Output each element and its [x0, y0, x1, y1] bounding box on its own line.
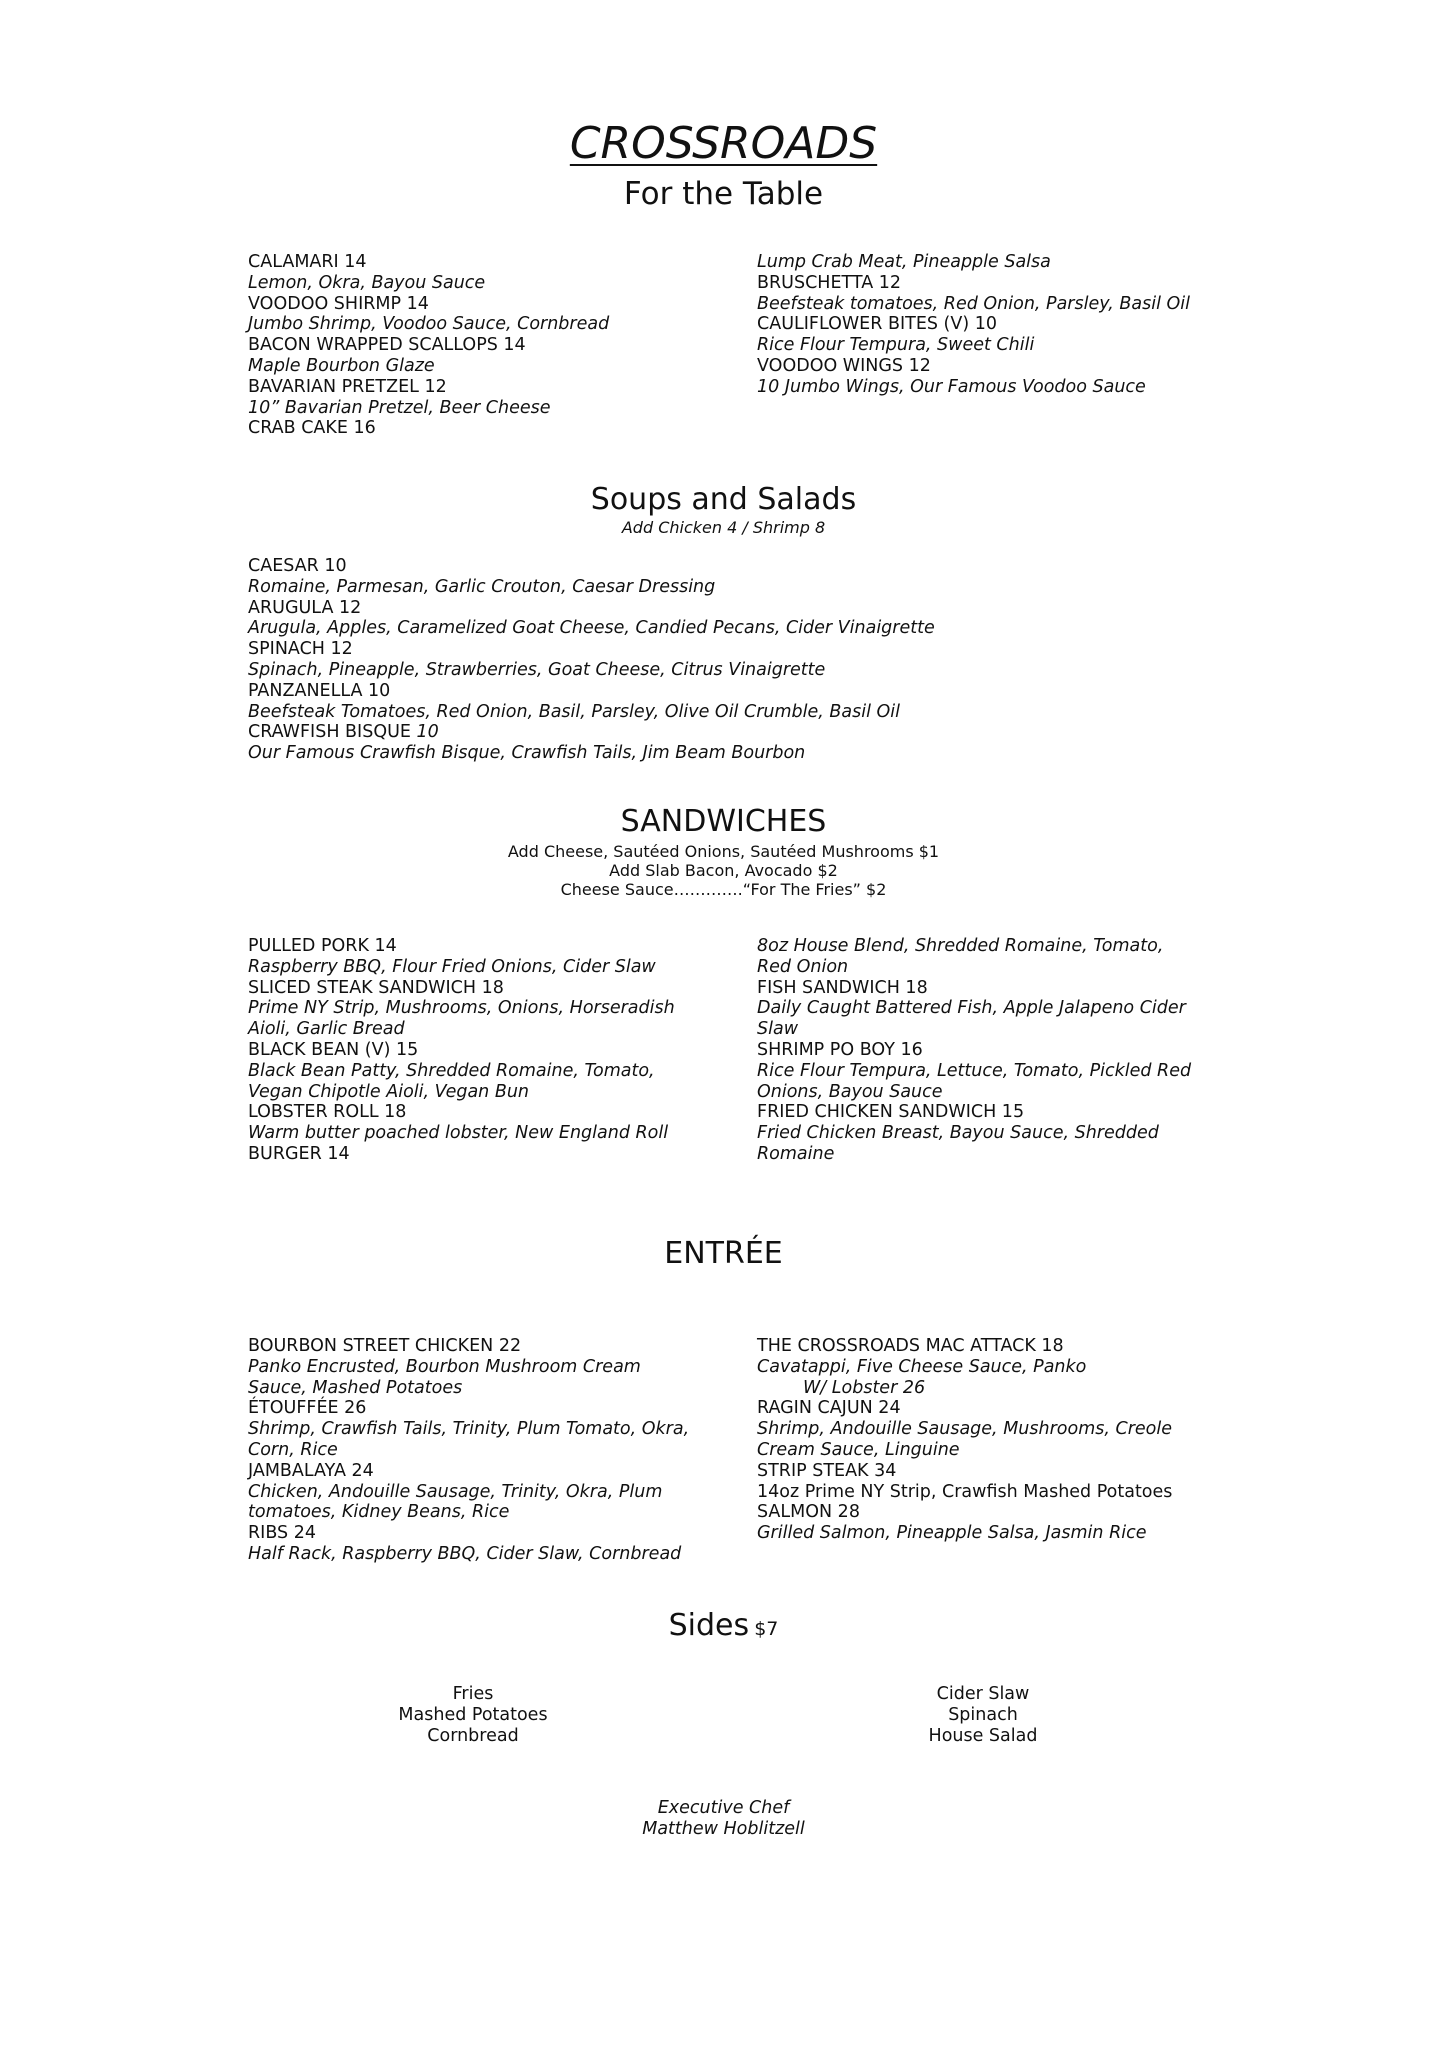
soups-section-title: Soups and Salads — [590, 482, 857, 517]
sides-left-column — [273, 1684, 673, 1746]
item-name — [248, 722, 1208, 743]
side-item: House Salad — [928, 1725, 1038, 1746]
item-name: STRIP STEAK 34 — [757, 1460, 897, 1481]
entree-right-column — [757, 1336, 1202, 1544]
item-description: Raspberry BBQ, Flour Fried Onions, Cider Slaw — [248, 956, 656, 977]
item-name: BLACK BEAN (V) 15 — [248, 1039, 419, 1060]
soups-section-note: Add Chicken 4 / Shrimp 8 — [621, 518, 826, 537]
item-name: PULLED PORK 14 — [248, 936, 397, 956]
item-name: LOBSTER ROLL 18 — [248, 1102, 407, 1123]
item-description: Shrimp, Crawfish Tails, Trinity, Plum Tomato, Okra, Corn, Rice — [248, 1419, 690, 1460]
item-description: Half Rack, Raspberry BBQ, Cider Slaw, Cornbread — [248, 1543, 682, 1564]
item-description: Spinach, Pineapple, Strawberries, Goat Cheese, Citrus Vinaigrette — [248, 659, 826, 680]
table-right-column — [757, 252, 1217, 398]
item-description: Rice Flour Tempura, Lettuce, Tomato, Pickled Red Onions, Bayou Sauce — [757, 1060, 1192, 1102]
item-description: Warm butter poached lobster, New England Roll — [248, 1123, 669, 1144]
sandwiches-note: Add Cheese, Sautéed Onions, Sautéed Mushrooms $1 — [507, 842, 940, 861]
item-description: Beefsteak tomatoes, Red Onion, Parsley, Basil Oil — [757, 293, 1191, 314]
item-description: Romaine, Parmesan, Garlic Crouton, Caesar Dressing — [248, 576, 716, 597]
item-description: Beefsteak Tomatoes, Red Onion, Basil, Parsley, Olive Oil Crumble, Basil Oil — [248, 701, 901, 722]
soups-list — [248, 556, 1208, 764]
table-left-column — [248, 252, 708, 439]
side-item: Spinach — [948, 1704, 1018, 1725]
menu-subtitle: For the Table — [623, 176, 824, 212]
item-name: SLICED STEAK SANDWICH 18 — [248, 977, 504, 998]
item-description: Jumbo Shrimp, Voodoo Sauce, Cornbread — [248, 314, 610, 335]
item-name: THE CROSSROADS MAC ATTACK 18 — [757, 1336, 1064, 1356]
item-description: Grilled Salmon, Pineapple Salsa, Jasmin Rice — [757, 1523, 1147, 1544]
item-name: JAMBALAYA 24 — [248, 1460, 374, 1481]
sandwiches-note: Add Slab Bacon, Avocado $2 — [609, 861, 838, 880]
item-name: BACON WRAPPED SCALLOPS 14 — [248, 335, 526, 356]
item-name: BRUSCHETTA 12 — [757, 272, 902, 293]
item-description: Panko Encrusted, Bourbon Mushroom Cream Sauce, Mashed Potatoes — [248, 1356, 641, 1398]
item-name: RAGIN CAJUN 24 — [757, 1398, 901, 1419]
item-description: 10 Jumbo Wings, Our Famous Voodoo Sauce — [757, 376, 1146, 397]
item-description: Shrimp, Andouille Sausage, Mushrooms, Creole Cream Sauce, Linguine — [757, 1419, 1173, 1460]
sides-price: $7 — [754, 1618, 779, 1640]
item-name: VOODOO WINGS 12 — [757, 355, 931, 376]
item-description: Maple Bourbon Glaze — [248, 355, 435, 376]
item-name: ARUGULA 12 — [248, 597, 362, 618]
menu-title: CROSSROADS — [569, 118, 878, 169]
item-name: RIBS 24 — [248, 1523, 316, 1544]
item-name: FRIED CHICKEN SANDWICH 15 — [757, 1102, 1025, 1123]
item-description: Daily Caught Battered Fish, Apple Jalapeno Cider Slaw — [757, 998, 1186, 1040]
item-description: Prime NY Strip, Mushrooms, Onions, Horseradish Aioli, Garlic Bread — [248, 998, 675, 1040]
sandwiches-left-column — [248, 936, 688, 1165]
item-description: Fried Chicken Breast, Bayou Sauce, Shredded Romaine — [757, 1123, 1159, 1164]
chef-role: Executive Chef — [657, 1798, 790, 1818]
chef-credit — [0, 1798, 1447, 1840]
side-item: Cornbread — [427, 1725, 519, 1746]
item-name: SPINACH 12 — [248, 639, 353, 660]
sandwiches-section-title: SANDWICHES — [620, 804, 827, 839]
item-description: 14oz Prime NY Strip, Crawfish Mashed Potatoes — [757, 1481, 1173, 1502]
item-name: BAVARIAN PRETZEL 12 — [248, 376, 447, 397]
side-item: Fries — [452, 1684, 494, 1704]
sides-right-column — [783, 1684, 1183, 1746]
item-description: Lump Crab Meat, Pineapple Salsa — [757, 252, 1051, 272]
item-description: Arugula, Apples, Caramelized Goat Cheese, Candied Pecans, Cider Vinaigrette — [248, 618, 935, 639]
sandwiches-note: Cheese Sauce………….“For The Fries” $2 — [560, 880, 887, 899]
side-item: Cider Slaw — [936, 1684, 1030, 1704]
item-name-text: CRAWFISH BISQUE — [248, 722, 417, 743]
item-name: VOODOO SHIRMP 14 — [248, 293, 429, 314]
item-description: Rice Flour Tempura, Sweet Chili — [757, 335, 1035, 356]
item-name: PANZANELLA 10 — [248, 680, 391, 701]
item-name: CALAMARI 14 — [248, 252, 367, 272]
item-name: BURGER 14 — [248, 1143, 350, 1164]
item-description: Cavatappi, Five Cheese Sauce, Panko — [757, 1356, 1087, 1377]
item-name: SALMON 28 — [757, 1502, 860, 1523]
item-description: Black Bean Patty, Shredded Romaine, Tomato, Vegan Chipotle Aioli, Vegan Bun — [248, 1060, 655, 1102]
item-price: 10 — [416, 722, 439, 743]
item-description: 10” Bavarian Pretzel, Beer Cheese — [248, 397, 551, 418]
item-description: Chicken, Andouille Sausage, Trinity, Okra, Plum tomatoes, Kidney Beans, Rice — [248, 1481, 663, 1523]
item-description: Our Famous Crawfish Bisque, Crawfish Tails, Jim Beam Bourbon — [248, 743, 806, 764]
item-description: 8oz House Blend, Shredded Romaine, Tomato, Red Onion — [757, 936, 1164, 977]
chef-name: Matthew Hoblitzell — [642, 1818, 805, 1839]
item-name: BOURBON STREET CHICKEN 22 — [248, 1336, 522, 1356]
item-name: SHRIMP PO BOY 16 — [757, 1039, 923, 1060]
item-name: FISH SANDWICH 18 — [757, 977, 928, 998]
item-description: Lemon, Okra, Bayou Sauce — [248, 272, 486, 293]
sandwiches-right-column — [757, 936, 1202, 1165]
item-name: CRAB CAKE 16 — [248, 418, 376, 439]
item-name: CAESAR 10 — [248, 556, 347, 576]
item-addon: W/ Lobster 26 — [803, 1377, 926, 1398]
side-item: Mashed Potatoes — [398, 1704, 548, 1725]
entree-section-title: ENTRÉE — [664, 1236, 783, 1271]
sides-title-text: Sides — [668, 1608, 750, 1643]
item-name: ÉTOUFFÉE 26 — [248, 1398, 367, 1419]
sides-section-title — [0, 1608, 1447, 1643]
entree-left-column — [248, 1336, 688, 1565]
item-name: CAULIFLOWER BITES (V) 10 — [757, 314, 998, 335]
